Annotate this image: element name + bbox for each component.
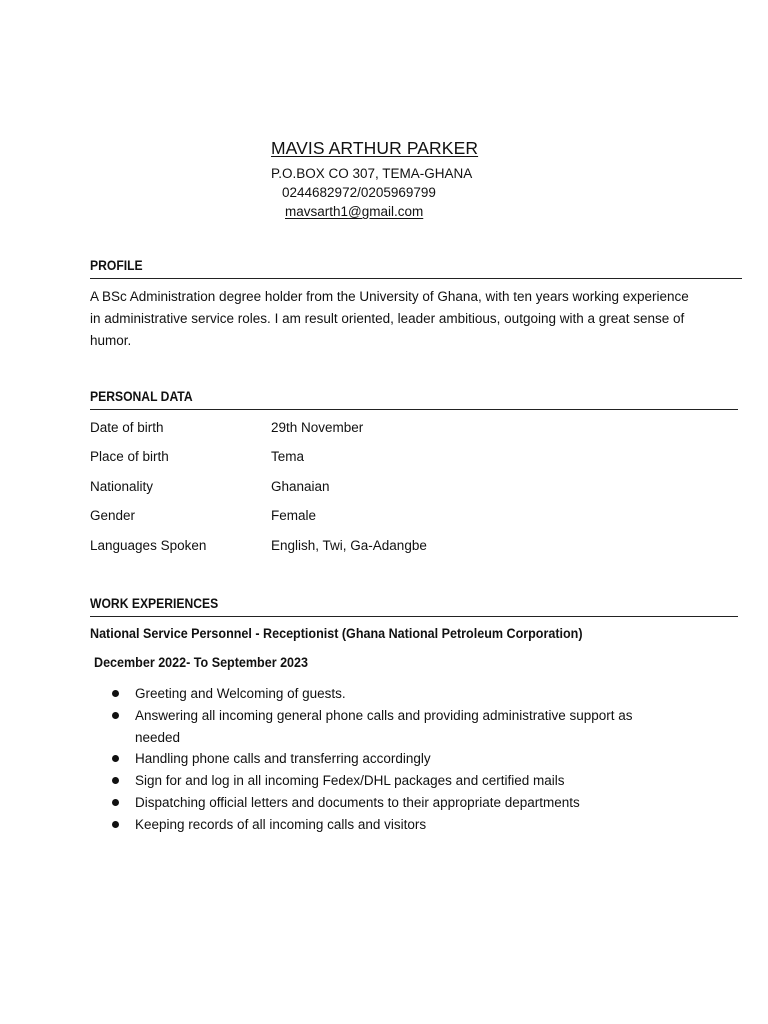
- personal-data-row: [0, 479, 768, 499]
- email-link[interactable]: mavsarth1@gmail.com: [285, 204, 424, 219]
- personal-data-value: Tema: [271, 449, 305, 464]
- bullet-icon: [112, 799, 119, 806]
- duty-text: Answering all incoming general phone calls and providing administrative support as needed: [135, 707, 633, 745]
- bullet-icon: [112, 777, 119, 784]
- list-item: [112, 792, 672, 814]
- profile-text: A BSc Administration degree holder from the University of Ghana, with ten years working experience in administrative service roles. I am result oriented, leader ambitious, outgoing with a great sense of humor.: [90, 289, 689, 348]
- section-heading-work-experiences: WORK EXPERIENCES: [90, 596, 219, 611]
- list-item: [112, 705, 672, 749]
- personal-data-label: Date of birth: [90, 420, 164, 435]
- section-divider: [90, 278, 742, 279]
- bullet-icon: [112, 690, 119, 697]
- section-heading-profile: PROFILE: [90, 258, 143, 273]
- list-item: [112, 683, 672, 705]
- personal-data-label: Place of birth: [90, 449, 169, 464]
- duty-text: Greeting and Welcoming of guests.: [135, 686, 346, 701]
- postal-address: P.O.BOX CO 307, TEMA-GHANA: [271, 166, 473, 181]
- duty-text: Sign for and log in all incoming Fedex/DHL packages and certified mails: [135, 773, 565, 789]
- personal-data-label: Gender: [90, 508, 136, 523]
- duty-text: Keeping records of all incoming calls and visitors: [135, 816, 427, 832]
- personal-data-label: Languages Spoken: [90, 538, 207, 553]
- applicant-name: MAVIS ARTHUR PARKER: [271, 138, 479, 158]
- job-title: National Service Personnel - Receptionist (Ghana National Petroleum Corporation): [90, 626, 583, 641]
- personal-data-row: [0, 420, 768, 440]
- list-item: [112, 748, 672, 770]
- bullet-icon: [112, 821, 119, 828]
- personal-data-row: [0, 449, 768, 469]
- phone-numbers: 0244682972/0205969799: [282, 185, 436, 200]
- section-divider: [90, 616, 738, 617]
- personal-data-row: [0, 508, 768, 528]
- section-heading-personal-data: PERSONAL DATA: [90, 389, 193, 404]
- job-dates: December 2022- To September 2023: [94, 655, 309, 670]
- personal-data-label: Nationality: [90, 479, 154, 494]
- personal-data-value: Female: [271, 508, 317, 523]
- duty-text: Handling phone calls and transferring accordingly: [135, 751, 431, 767]
- bullet-icon: [112, 755, 119, 762]
- list-item: [112, 770, 672, 792]
- personal-data-row: [0, 538, 768, 558]
- personal-data-value: Ghanaian: [271, 479, 330, 494]
- duty-text: Dispatching official letters and documents to their appropriate departments: [135, 794, 580, 810]
- section-divider: [90, 409, 738, 410]
- job-duties-list: [112, 683, 672, 836]
- personal-data-value: English, Twi, Ga-Adangbe: [271, 538, 427, 553]
- list-item: [112, 814, 672, 836]
- bullet-icon: [112, 712, 119, 719]
- personal-data-value: 29th November: [271, 420, 364, 435]
